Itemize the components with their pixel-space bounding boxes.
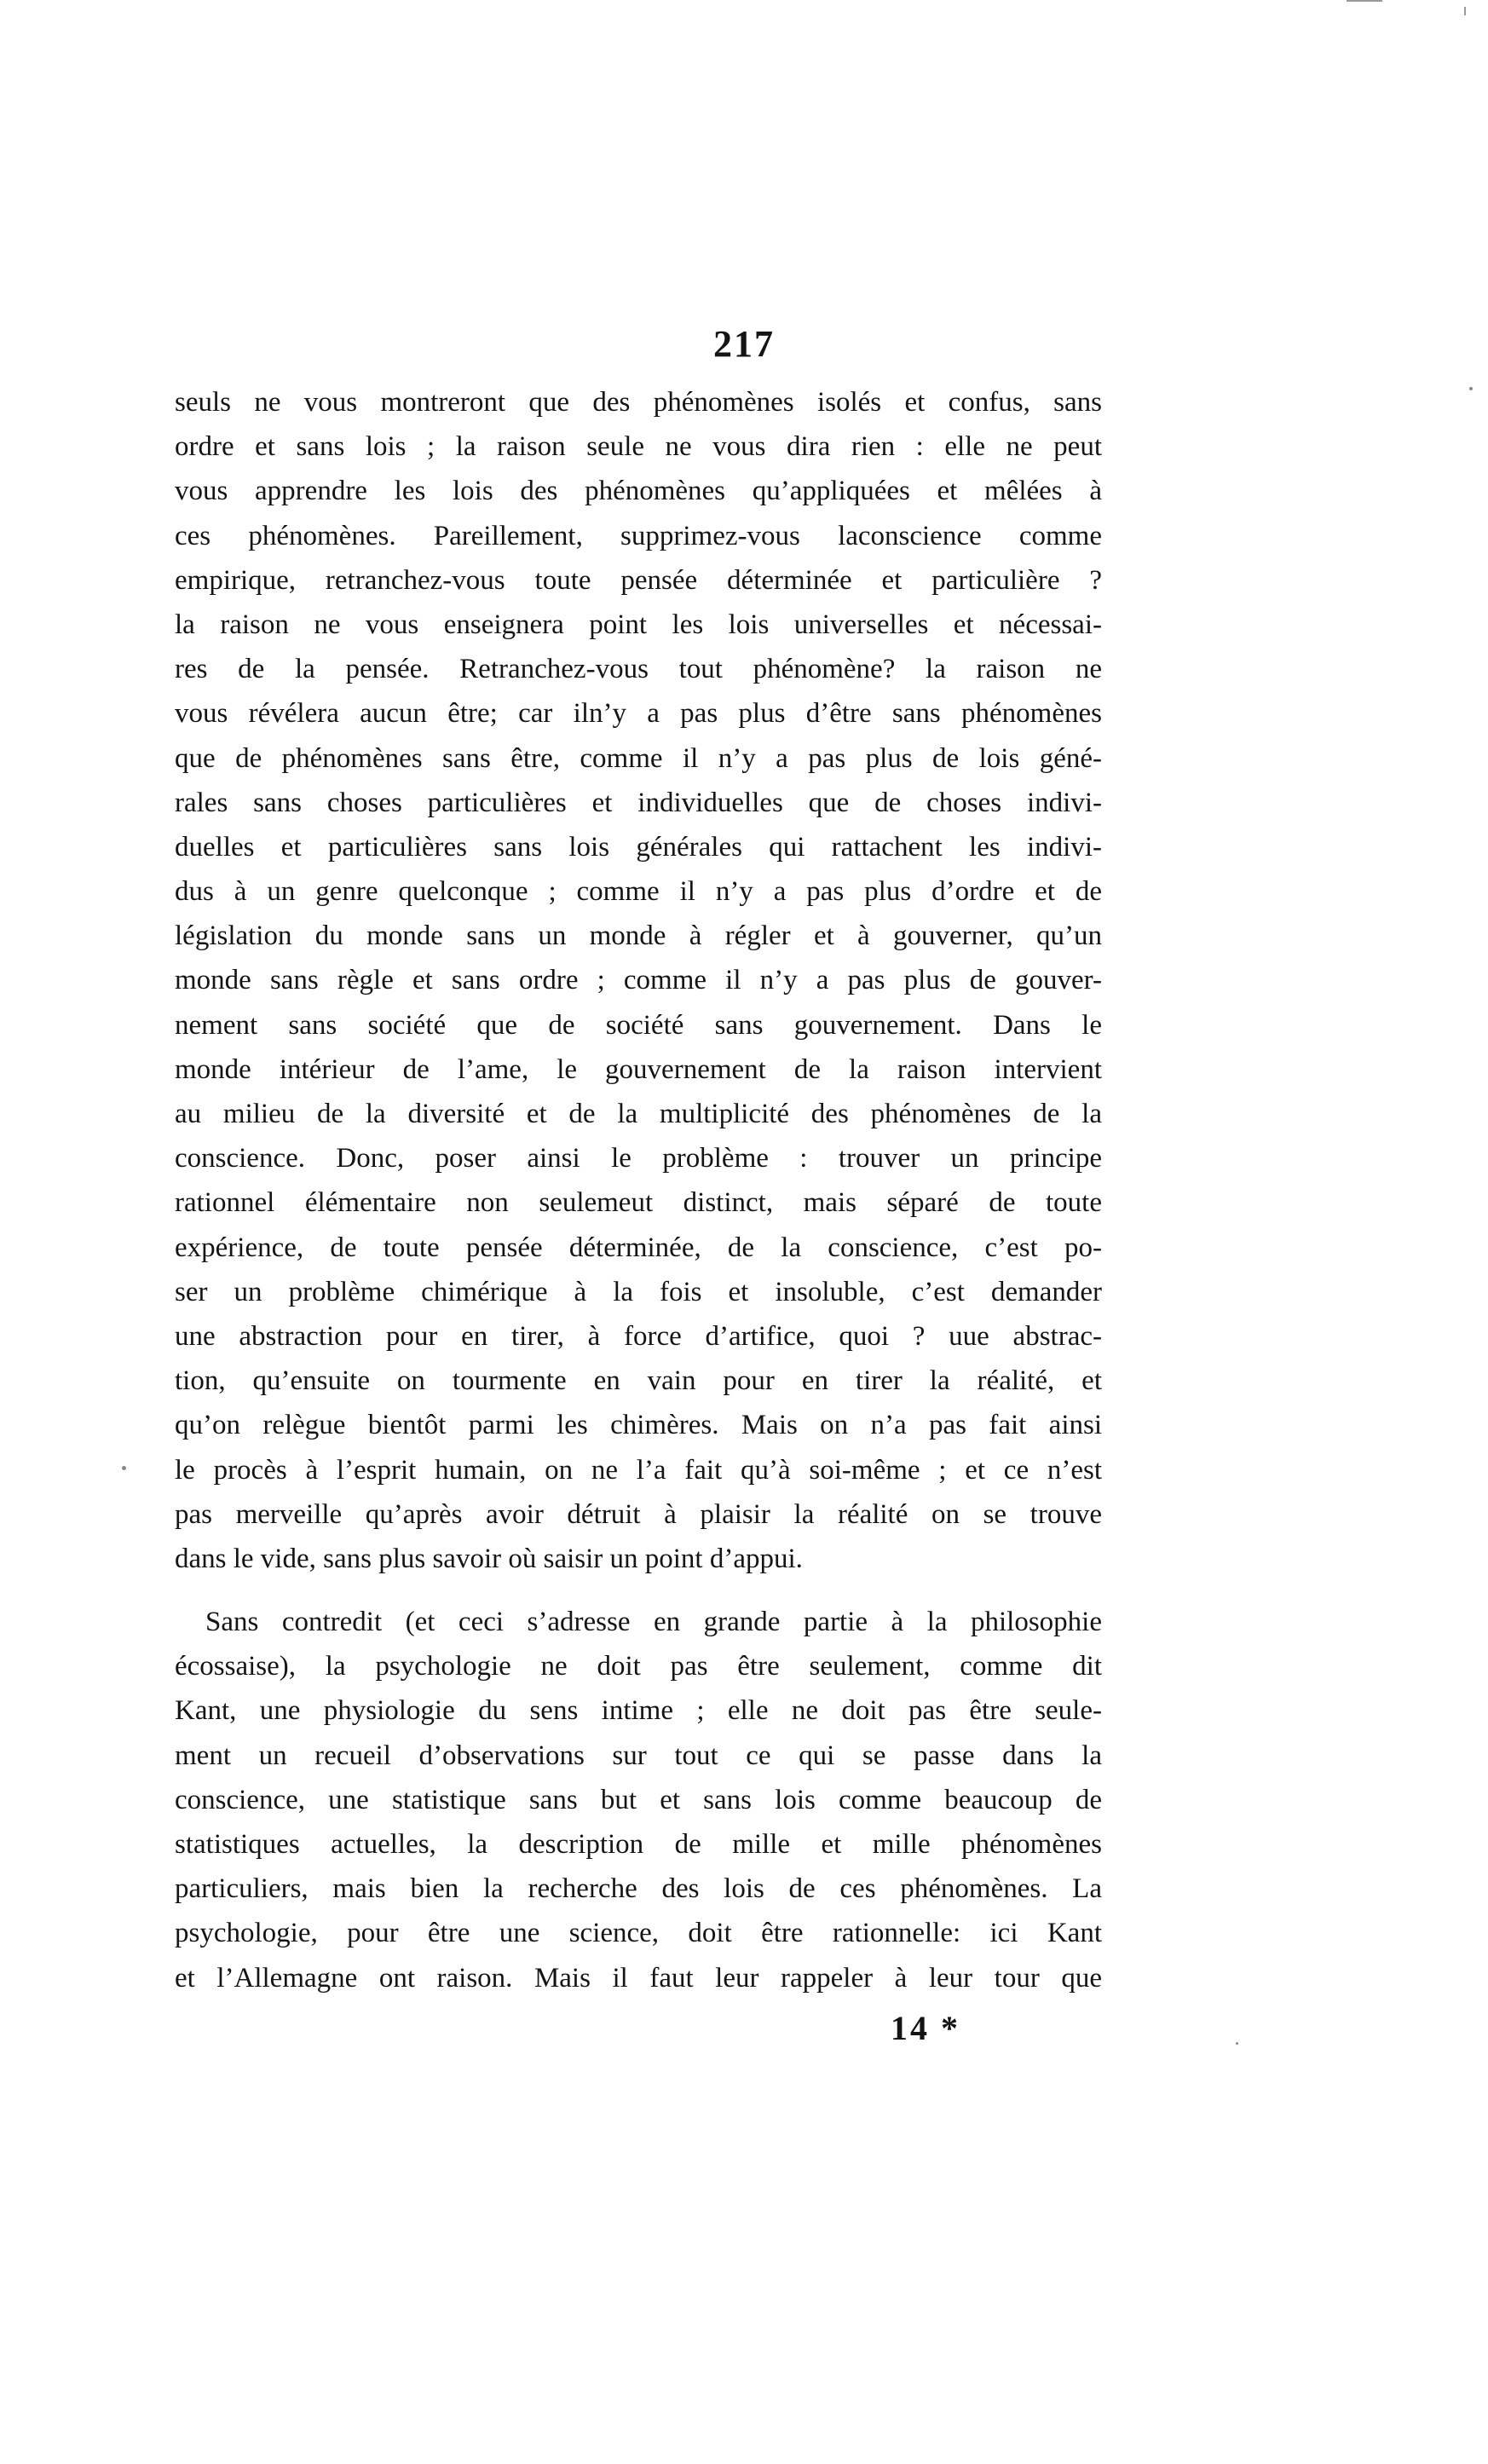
- text-line: res de la pensée. Retranchez-vous tout phénomène? la raison ne: [175, 654, 1102, 685]
- text-line: conscience. Donc, poser ainsi le problème : trouver un principe: [175, 1143, 1102, 1174]
- text-line: rationnel élémentaire non seulemeut distinct, mais séparé de toute: [175, 1187, 1102, 1219]
- signature-mark: 14 *: [891, 2009, 960, 2047]
- text-line: écossaise), la psychologie ne doit pas être seulement, comme dit: [175, 1651, 1102, 1682]
- text-line: dans le vide, sans plus savoir où saisir un point d’appui.: [175, 1543, 803, 1574]
- text-line: ordre et sans lois ; la raison seule ne vous dira rien : elle ne peut: [175, 431, 1102, 463]
- text-line: pas merveille qu’après avoir détruit à plaisir la réalité on se trouve: [175, 1498, 1102, 1530]
- edge-mark: [1347, 0, 1382, 2]
- text-line: la raison ne vous enseignera point les lois universelles et nécessai-: [175, 609, 1102, 640]
- text-line: législation du monde sans un monde à régler et à gouverner, qu’un: [175, 920, 1102, 952]
- text-line: monde sans règle et sans ordre ; comme il n’y a pas plus de gouver-: [175, 965, 1102, 996]
- speck-mark: [1236, 2042, 1238, 2045]
- paragraph-gap: [175, 1581, 1102, 1600]
- text-line: empirique, retranchez-vous toute pensée déterminée et particulière ?: [175, 564, 1102, 596]
- text-line: monde intérieur de l’ame, le gouvernement de la raison intervient: [175, 1053, 1102, 1085]
- paragraph-2: [175, 1600, 1102, 2000]
- text-line: et l’Allemagne ont raison. Mais il faut leur rappeler à leur tour que: [175, 1962, 1102, 1994]
- text-line: le procès à l’esprit humain, on ne l’a fait qu’à soi-même ; et ce n’est: [175, 1454, 1102, 1486]
- text-line: au milieu de la diversité et de la multiplicité des phénomènes de la: [175, 1099, 1102, 1129]
- text-line: particuliers, mais bien la recherche des lois de ces phénomènes. La: [175, 1873, 1102, 1905]
- text-line: vous révélera aucun être; car iln’y a pas plus d’être sans phénomènes: [175, 698, 1102, 730]
- text-line: une abstraction pour en tirer, à force d’artifice, quoi ? uue abstrac-: [175, 1320, 1102, 1352]
- text-line: seuls ne vous montreront que des phénomènes isolés et confus, sans: [175, 387, 1102, 418]
- text-line: Kant, une physiologie du sens intime ; elle ne doit pas être seule-: [175, 1695, 1102, 1727]
- text-line: qu’on relègue bientôt parmi les chimères. Mais on n’a pas fait ainsi: [175, 1410, 1102, 1441]
- edge-mark: [1464, 7, 1466, 15]
- text-line: nement sans société que de société sans gouvernement. Dans le: [175, 1009, 1102, 1041]
- text-line: que de phénomènes sans être, comme il n’y a pas plus de lois géné-: [175, 742, 1102, 774]
- text-line: psychologie, pour être une science, doit être rationnelle: ici Kant: [175, 1918, 1102, 1949]
- text-line: vous apprendre les lois des phénomènes qu’appliquées et mêlées à: [175, 476, 1102, 507]
- text-line: expérience, de toute pensée déterminée, de la conscience, c’est po-: [175, 1232, 1102, 1263]
- text-line: ser un problème chimérique à la fois et insoluble, c’est demander: [175, 1276, 1102, 1307]
- speck-mark: [122, 1466, 126, 1470]
- text-line: statistiques actuelles, la description de mille et mille phénomènes: [175, 1829, 1102, 1860]
- text-line: duelles et particulières sans lois générales qui rattachent les indivi-: [175, 831, 1102, 863]
- body-text: [175, 380, 1102, 2000]
- page-number: 217: [713, 323, 775, 365]
- text-line: dus à un genre quelconque ; comme il n’y a pas plus d’ordre et de: [175, 876, 1102, 908]
- text-line: tion, qu’ensuite on tourmente en vain pour en tirer la réalité, et: [175, 1365, 1102, 1397]
- text-line: rales sans choses particulières et individuelles que de choses indivi-: [175, 787, 1102, 818]
- text-line: ces phénomènes. Pareillement, supprimez-vous laconscience comme: [175, 520, 1102, 551]
- paragraph-1: [175, 380, 1102, 1581]
- text-line: ment un recueil d’observations sur tout ce qui se passe dans la: [175, 1740, 1102, 1771]
- speck-mark: [1469, 387, 1473, 390]
- text-line: conscience, une statistique sans but et sans lois comme beaucoup de: [175, 1784, 1102, 1815]
- text-line: Sans contredit (et ceci s’adresse en grande partie à la philosophie: [205, 1607, 1102, 1638]
